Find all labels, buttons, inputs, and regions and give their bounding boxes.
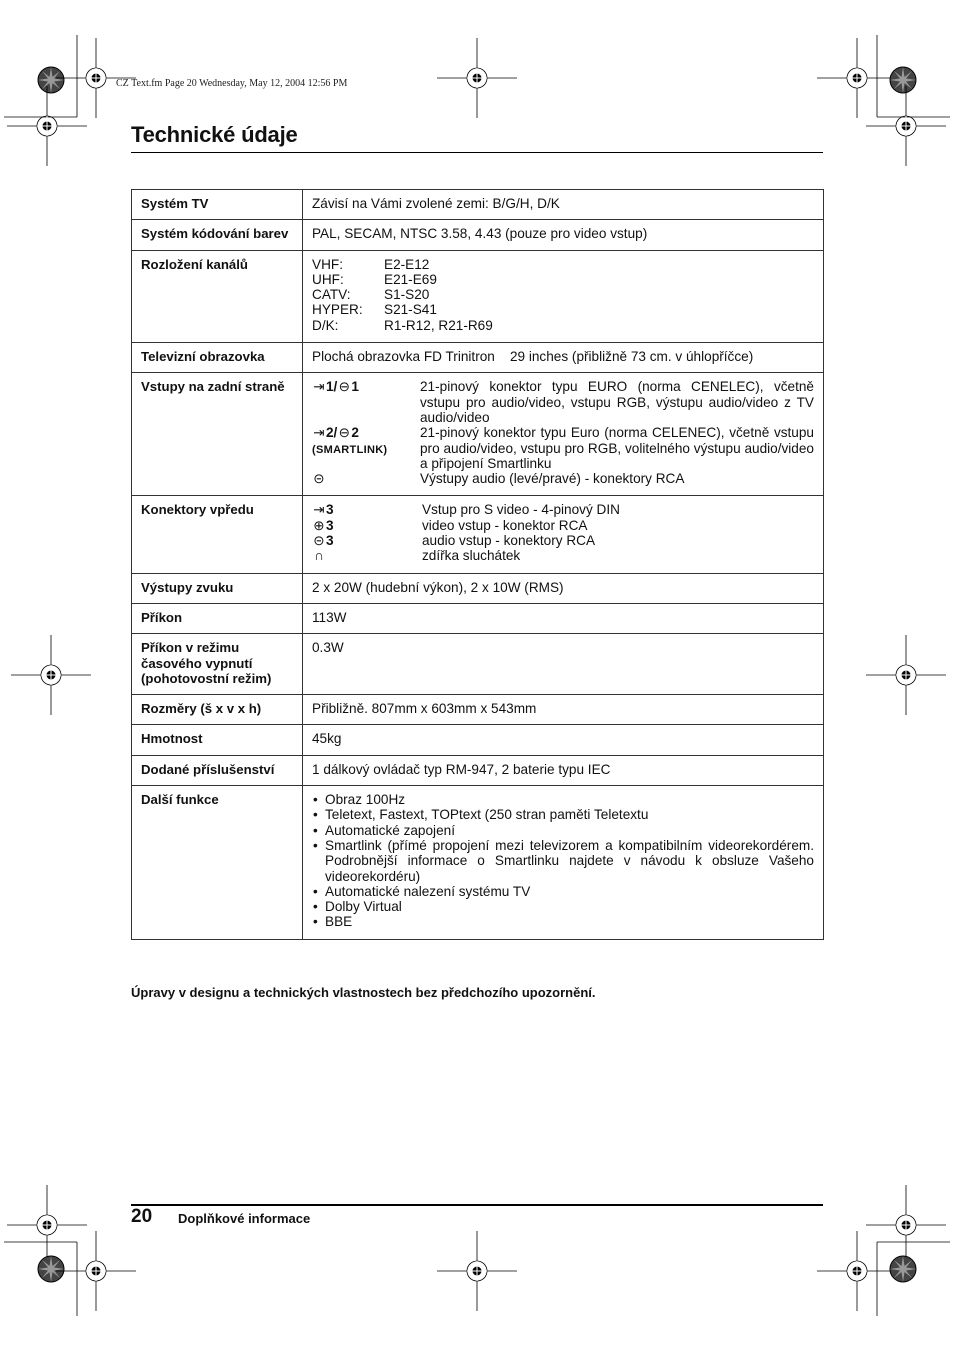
list-item: • Automatické zapojení [312, 823, 814, 838]
row-value: Přibližně. 807mm x 603mm x 543mm [303, 695, 824, 725]
scart-out-icon: ⊖ [338, 425, 351, 441]
band-range: S1-S20 [384, 287, 430, 303]
front-description: zdířka sluchátek [422, 548, 521, 564]
audio-out-icon: ⊝ [313, 471, 325, 487]
band-label: CATV: [312, 287, 351, 303]
list-item: • Dolby Virtual [312, 899, 814, 914]
row-label: Systém kódování barev [132, 220, 303, 250]
euro1-symbol [312, 379, 420, 425]
table-row [132, 603, 824, 633]
scart-in-icon: ⇥ [313, 379, 325, 395]
euro1-description: 21-pinový konektor typu EURO (norma CENELEC), včetně vstupu pro audio/video, vstupu RGB, výstupu audio/video z TV audio/video [420, 379, 814, 425]
band-range: E21-E69 [384, 271, 437, 287]
video-in-icon: ⊕ [313, 517, 325, 533]
front-description: audio vstup - konektory RCA [422, 533, 596, 549]
row-value: 113W [303, 603, 824, 633]
front-symbol [312, 533, 422, 548]
features-list [312, 792, 814, 930]
scart-in-icon: ⇥ [313, 425, 325, 441]
list-item: • Automatické nalezení systému TV [312, 884, 814, 899]
table-row [132, 250, 824, 342]
table-row [132, 573, 824, 603]
list-item: • BBE [312, 914, 814, 929]
row-value [303, 373, 824, 496]
band-label: UHF: [312, 271, 344, 287]
front-connectors [312, 502, 814, 563]
row-value [303, 786, 824, 940]
euro2-number: 2/ [326, 425, 338, 441]
band-range: S21-S41 [384, 302, 437, 318]
row-label: Rozložení kanálů [132, 250, 303, 342]
row-value: Plochá obrazovka FD Trinitron 29 inches (přibližně 73 cm. v úhlopříčce) [303, 343, 824, 373]
page-number: 20 [131, 1206, 153, 1227]
band-label: D/K: [312, 317, 339, 333]
row-label: Dodané příslušenství [132, 755, 303, 785]
table-row [132, 190, 824, 220]
front-symbol [312, 518, 422, 533]
footer-rule [131, 1204, 823, 1206]
table-row [132, 373, 824, 496]
row-value: PAL, SECAM, NTSC 3.58, 4.43 (pouze pro video vstup) [303, 220, 824, 250]
row-label: Rozměry (š x v x h) [132, 695, 303, 725]
smartlink-label: (SMARTLINK) [312, 443, 388, 456]
table-row [132, 755, 824, 785]
front-symbol [312, 548, 422, 563]
row-label: Výstupy zvuku [132, 573, 303, 603]
euro2-description: 21-pinový konektor typu Euro (norma CELENEC), včetně vstupu pro audio/video, vstupu pro RGB, volitelného výstupu audio/video a připojení Smartlinku [420, 425, 814, 471]
table-row [132, 343, 824, 373]
euro1-number: 1/ [326, 379, 338, 395]
band-label: VHF: [312, 256, 343, 272]
list-item: • Teletext, Fastext, TOPtext (250 stran paměti Teletextu [312, 807, 814, 822]
scart-out-icon: ⊖ [338, 379, 351, 395]
table-row [132, 220, 824, 250]
audio-out-description: Výstupy audio (levé/pravé) - konektory RCA [420, 471, 685, 487]
row-label: Další funkce [132, 786, 303, 940]
euro2-symbol [312, 425, 420, 471]
front-number: 3 [326, 502, 334, 518]
row-value [303, 496, 824, 573]
row-label: Příkon [132, 603, 303, 633]
row-value: 2 x 20W (hudební výkon), 2 x 10W (RMS) [303, 573, 824, 603]
table-row [132, 496, 824, 573]
euro1-number-2: 1 [351, 379, 359, 395]
front-number: 3 [326, 517, 334, 533]
band-range: R1-R12, R21-R69 [384, 317, 493, 333]
list-item: • Smartlink (přímé propojení mezi televizorem a kompatibilním videorekordérem. Podrobnější informace o Smartlinku najdete v návodu k obsluze Vašeho videorekordéru) [312, 838, 814, 884]
page-title: Technické údaje [131, 122, 298, 147]
list-item: • Obraz 100Hz [312, 792, 814, 807]
front-description: video vstup - konektor RCA [422, 517, 588, 533]
header-meta: CZ Text.fm Page 20 Wednesday, May 12, 2004 12:56 PM [116, 78, 348, 89]
spec-table [131, 189, 824, 940]
rear-connectors [312, 379, 814, 486]
row-value: Závisí na Vámi zvolené zemi: B/G/H, D/K [303, 190, 824, 220]
row-label: Vstupy na zadní straně [132, 373, 303, 496]
euro2-number-2: 2 [351, 425, 359, 441]
table-row [132, 634, 824, 695]
headphones-icon: ∩ [314, 548, 324, 564]
table-row [132, 786, 824, 940]
row-label: Konektory vpředu [132, 496, 303, 573]
footer-section-title: Doplňkové informace [178, 1211, 311, 1226]
row-label: Hmotnost [132, 725, 303, 755]
row-value: 45kg [303, 725, 824, 755]
table-row [132, 695, 824, 725]
row-value [303, 250, 824, 342]
row-label: Televizní obrazovka [132, 343, 303, 373]
table-row [132, 725, 824, 755]
channel-list [312, 257, 814, 333]
audio-in-icon: ⊝ [313, 533, 325, 549]
band-range: E2-E12 [384, 256, 430, 272]
row-value: 0.3W [303, 634, 824, 695]
row-label: Příkon v režimu časového vypnutí (pohotovostní režim) [132, 634, 303, 695]
audio-out-symbol [312, 471, 420, 486]
disclaimer-note: Úpravy v designu a technických vlastnostech bez předchozího upozornění. [131, 985, 596, 1000]
s-video-icon: ⇥ [313, 502, 325, 518]
band-label: HYPER: [312, 302, 363, 318]
front-symbol [312, 502, 422, 517]
row-value: 1 dálkový ovládač typ RM-947, 2 baterie typu IEC [303, 755, 824, 785]
row-label: Systém TV [132, 190, 303, 220]
title-rule [131, 152, 823, 153]
front-description: Vstup pro S video - 4-pinový DIN [422, 502, 620, 518]
front-number: 3 [326, 533, 334, 549]
